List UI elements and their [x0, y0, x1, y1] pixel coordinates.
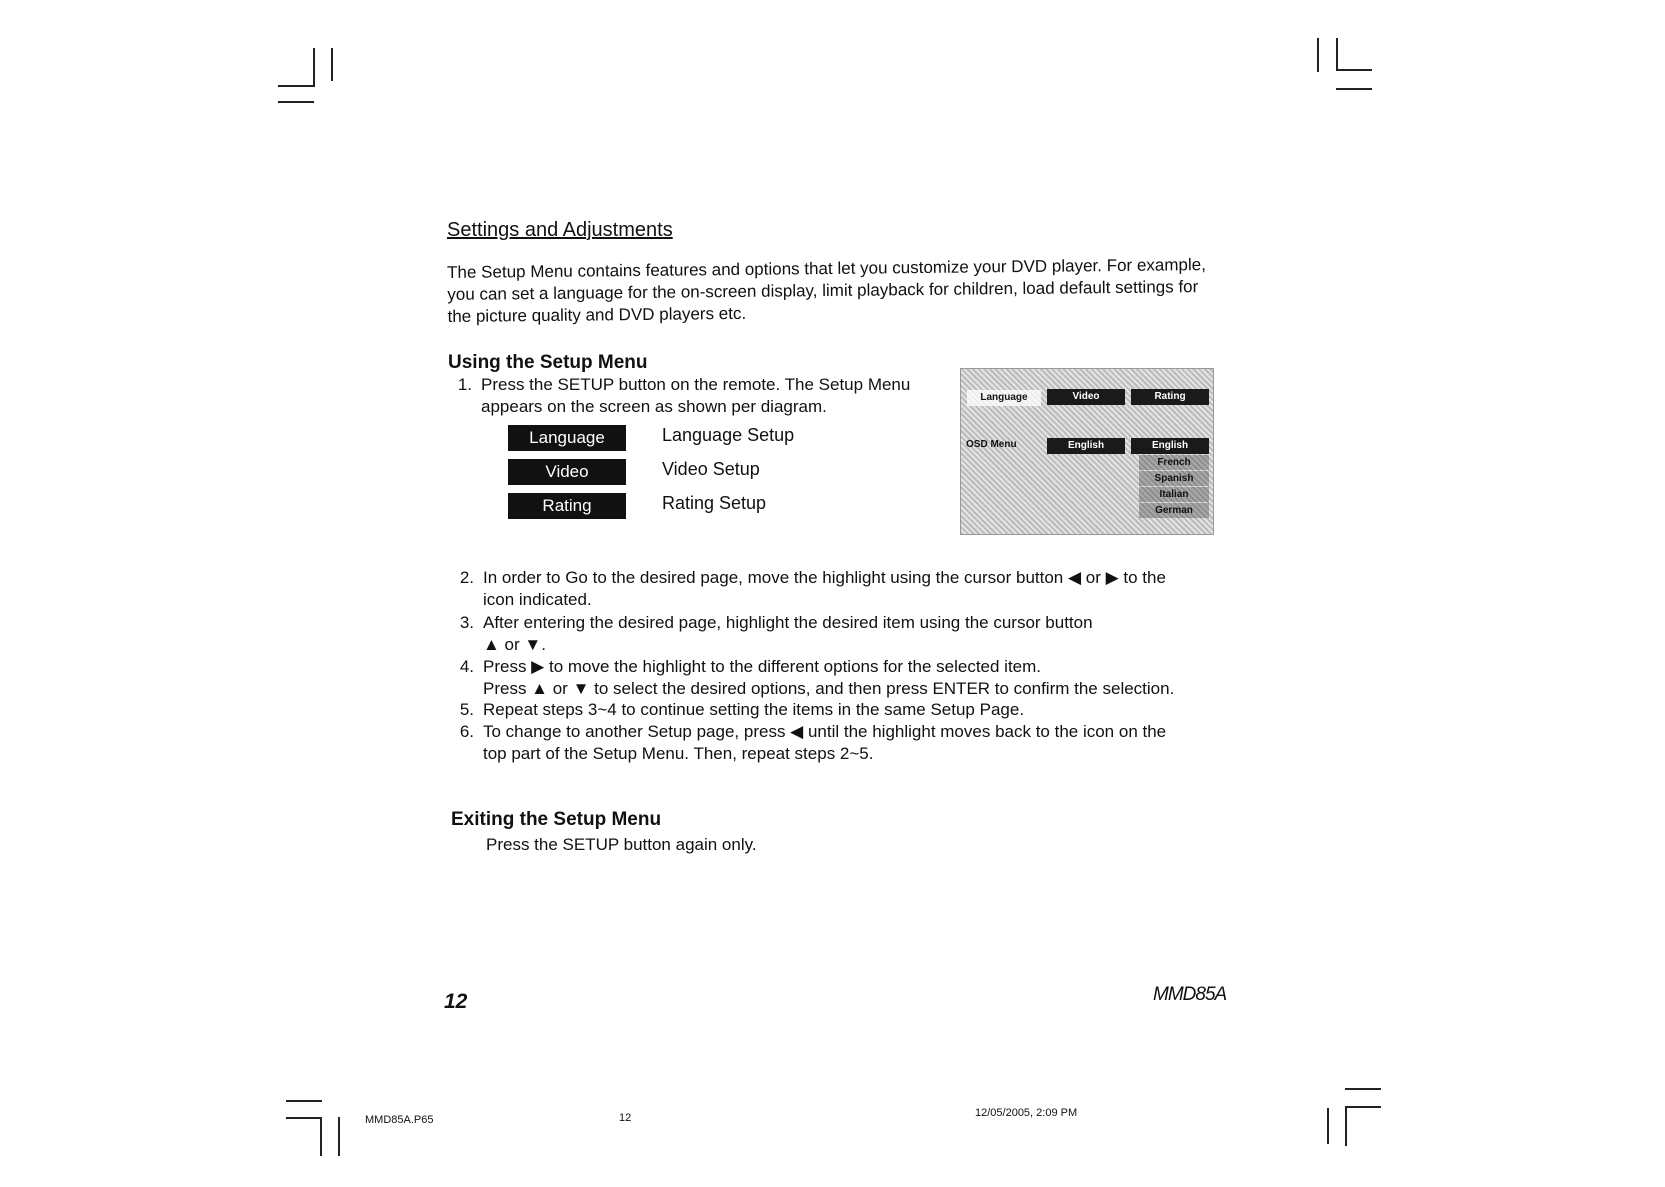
crop-mark — [1327, 1108, 1329, 1144]
crop-mark — [320, 1117, 322, 1156]
step-text: appears on the screen as shown per diagram. — [481, 397, 827, 416]
step-text: Press the SETUP button on the remote. The Setup Menu — [481, 375, 911, 394]
osd-option-list-item: Spanish — [1139, 471, 1209, 486]
crop-mark — [1345, 1106, 1347, 1146]
osd-option-list-item: German — [1139, 503, 1209, 518]
osd-option-list-item: English — [1131, 438, 1209, 454]
step-1 — [452, 374, 952, 424]
step-number: 1. — [457, 375, 472, 394]
exiting-heading: Exiting the Setup Menu — [451, 809, 662, 830]
step-text: Press ▲ or ▼ to select the desired options, and then press ENTER to confirm the selection. — [483, 679, 1175, 698]
crop-mark — [313, 48, 315, 87]
step-number: 5. — [459, 700, 474, 719]
osd-row-label: OSD Menu — [966, 439, 1017, 450]
step-text: Press ▶ to move the highlight to the different options for the selected item. — [483, 657, 1042, 676]
using-heading: Using the Setup Menu — [448, 352, 648, 373]
step-text: top part of the Setup Menu. Then, repeat steps 2~5. — [483, 744, 874, 763]
crop-mark — [1345, 1088, 1381, 1090]
crop-mark — [286, 1117, 322, 1119]
video-tag: Video — [508, 459, 626, 485]
step-2 — [454, 567, 1254, 617]
footer-page: 12 — [619, 1112, 632, 1124]
crop-mark — [1345, 1106, 1381, 1108]
setup-menu-diagram — [960, 368, 1214, 535]
crop-mark — [1336, 69, 1372, 71]
step-6 — [454, 721, 1254, 771]
step-3 — [454, 612, 1254, 662]
osd-tab-rating: Rating — [1131, 389, 1209, 405]
step-number: 6. — [459, 722, 474, 741]
crop-mark — [278, 85, 314, 87]
osd-tab-video: Video — [1047, 389, 1125, 405]
footer-file-name: MMD85A.P65 — [365, 1114, 434, 1126]
language-setup-label: Language Setup — [662, 425, 795, 445]
rating-tag: Rating — [508, 493, 626, 519]
crop-mark — [1336, 38, 1338, 70]
crop-mark — [286, 1100, 322, 1102]
crop-mark — [1317, 38, 1319, 72]
step-text: After entering the desired page, highlight the desired item using the cursor button — [483, 613, 1093, 632]
section-title: Settings and Adjustments — [447, 219, 673, 241]
crop-mark — [1336, 88, 1372, 90]
crop-mark — [278, 101, 314, 103]
footer-datetime: 12/05/2005, 2:09 PM — [975, 1107, 1078, 1119]
exiting-text: Press the SETUP button again only. — [486, 835, 757, 854]
step-text: Repeat steps 3~4 to continue setting the items in the same Setup Page. — [483, 700, 1025, 719]
osd-tab-language: Language — [967, 390, 1041, 406]
page-number: 12 — [444, 990, 468, 1013]
step-number: 2. — [459, 568, 474, 587]
osd-current-value: English — [1047, 438, 1125, 454]
rating-setup-label: Rating Setup — [662, 493, 767, 513]
crop-mark — [338, 1117, 340, 1156]
step-text: ▲ or ▼. — [483, 635, 546, 654]
step-number: 3. — [459, 613, 474, 632]
step-text: To change to another Setup page, press ◀ until the highlight moves back to the icon on the — [483, 722, 1167, 741]
crop-mark — [331, 48, 333, 81]
intro-paragraph: The Setup Menu contains features and options that let you customize your DVD player. For example, you can set a language for the on-screen display, limit playback for children, load default settings for the picture quality and DVD players etc. — [447, 255, 1206, 326]
step-number: 4. — [459, 657, 474, 676]
language-tag: Language — [508, 425, 626, 451]
step-text: In order to Go to the desired page, move the highlight using the cursor button ◀ or ▶ to the — [483, 568, 1166, 587]
video-setup-label: Video Setup — [662, 459, 760, 479]
model-name: MMD85A — [1153, 984, 1227, 1005]
osd-option-list-item: Italian — [1139, 487, 1209, 502]
osd-option-list-item: French — [1139, 455, 1209, 470]
step-text: icon indicated. — [483, 590, 592, 609]
